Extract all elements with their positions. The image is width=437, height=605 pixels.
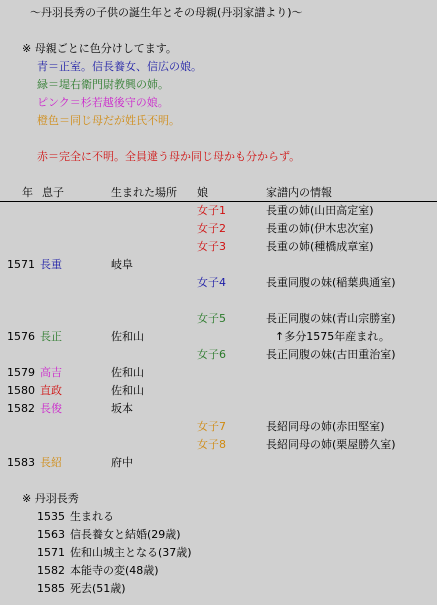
row-daughter: 女子5 (197, 312, 226, 325)
legend-red: 赤＝完全に不明。全員違う母か同じ母かも分からず。 (37, 150, 301, 163)
row-son: 長俊 (40, 402, 62, 415)
row-son: 直政 (40, 384, 62, 397)
row-daughter: 女子2 (197, 222, 226, 235)
row-year: 1583 (7, 456, 35, 469)
row-info: 長重の姉(種橋成章室) (266, 240, 374, 253)
row-year: 1576 (7, 330, 35, 343)
timeline-event: 佐和山城主となる(37歳) (70, 546, 192, 559)
row-daughter: 女子4 (197, 276, 226, 289)
row-info: ↑多分1575年産まれ。 (275, 330, 390, 343)
legend-green: 緑＝堤右衛門尉教興の姉。 (37, 78, 169, 91)
timeline-year: 1585 (37, 582, 65, 595)
row-daughter: 女子1 (197, 204, 226, 217)
row-son: 高吉 (40, 366, 62, 379)
header-son: 息子 (42, 186, 64, 199)
row-year: 1579 (7, 366, 35, 379)
row-info: 長正同腹の妹(青山宗勝室) (266, 312, 396, 325)
timeline-year: 1582 (37, 564, 65, 577)
row-daughter: 女子8 (197, 438, 226, 451)
timeline-event: 生まれる (70, 510, 114, 523)
row-son: 長重 (40, 258, 62, 271)
timeline-event: 死去(51歳) (70, 582, 126, 595)
row-info: 長紹同母の姉(栗屋勝久室) (266, 438, 396, 451)
row-info: 長重同腹の妹(稲葉典通室) (266, 276, 396, 289)
legend-orange: 橙色＝同じ母だが姓氏不明。 (37, 114, 180, 127)
timeline-year: 1571 (37, 546, 65, 559)
header-place: 生まれた場所 (111, 186, 177, 199)
row-info: 長正同腹の妹(古田重治室) (266, 348, 396, 361)
row-info: 長紹同母の姉(赤田堅室) (266, 420, 385, 433)
row-place: 岐阜 (111, 258, 133, 271)
row-info: 長重の姉(伊木忠次室) (266, 222, 374, 235)
legend-pink: ピンク＝杉若越後守の娘。 (37, 96, 169, 109)
timeline-event: 本能寺の変(48歳) (70, 564, 159, 577)
row-year: 1571 (7, 258, 35, 271)
row-info: 長重の姉(山田高定室) (266, 204, 374, 217)
legend-note: ※ 母親ごとに色分けしてます。 (22, 42, 177, 55)
page-title: 〜丹羽長秀の子供の誕生年とその母親(丹羽家譜より)〜 (30, 6, 303, 19)
row-place: 府中 (111, 456, 133, 469)
row-daughter: 女子3 (197, 240, 226, 253)
column-divider (192, 0, 193, 605)
timeline-year: 1563 (37, 528, 65, 541)
row-son: 長紹 (40, 456, 62, 469)
timeline-event: 信長養女と結婚(29歳) (70, 528, 181, 541)
row-daughter: 女子7 (197, 420, 226, 433)
row-place: 佐和山 (111, 330, 144, 343)
row-year: 1580 (7, 384, 35, 397)
legend-blue: 青＝正室。信長養女、信広の娘。 (37, 60, 202, 73)
row-year: 1582 (7, 402, 35, 415)
header-info: 家譜内の情報 (266, 186, 332, 199)
row-place: 佐和山 (111, 366, 144, 379)
column-divider (261, 0, 262, 605)
row-son: 長正 (40, 330, 62, 343)
row-place: 坂本 (111, 402, 133, 415)
header-daughter: 娘 (197, 186, 208, 199)
row-daughter: 女子6 (197, 348, 226, 361)
row-place: 佐和山 (111, 384, 144, 397)
timeline-year: 1535 (37, 510, 65, 523)
nagahide-heading: ※ 丹羽長秀 (22, 492, 79, 505)
header-year: 年 (22, 186, 33, 199)
